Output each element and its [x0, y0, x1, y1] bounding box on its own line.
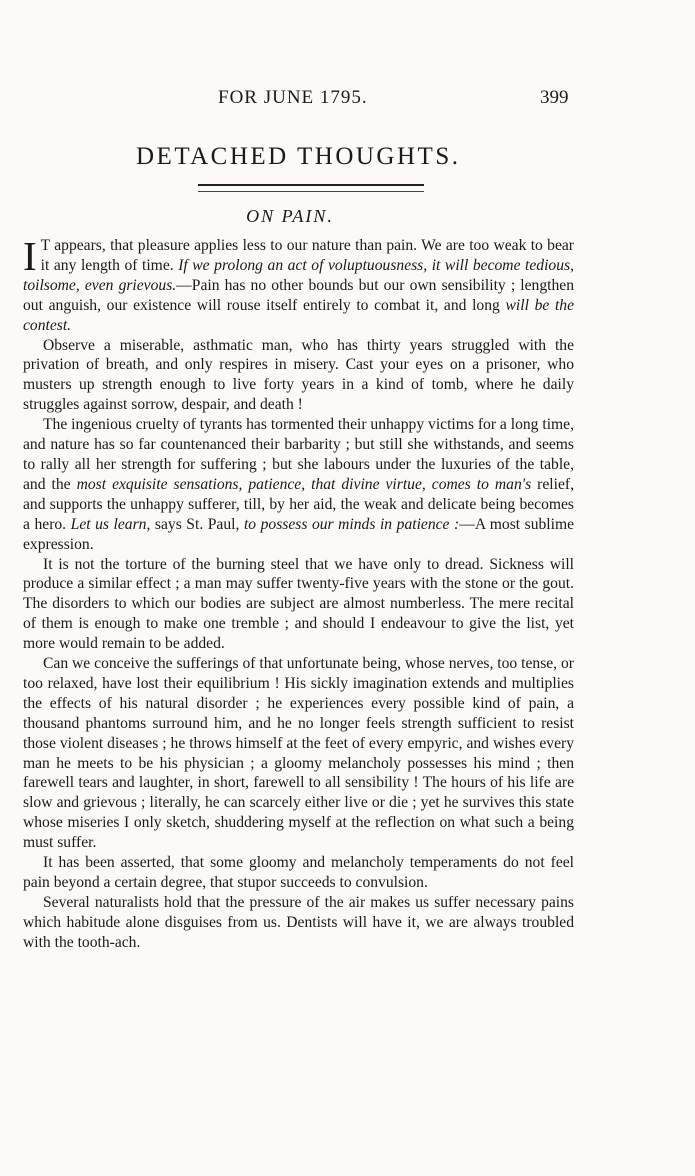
running-title: FOR JUNE 1795.: [218, 87, 368, 108]
paragraph-3-text-a: The ingenious cruelty of tyrants has tormented their unhappy victims for a long time, and nature has so far countenanced their barbarity ; but still she withstands, and seems to rally all her strength for suffering ; but she labours under the luxuries of the table, and the: [23, 416, 574, 493]
paragraph-3-italic-a: most exquisite sensations, patience, that divine virtue, comes to man's: [76, 475, 532, 493]
paragraph-3-text-c: says St. Paul,: [150, 515, 244, 533]
title-rule: [198, 184, 424, 192]
paragraph-1: [23, 233, 575, 336]
paragraph-7: Several naturalists hold that the pressure of the air makes us suffer necessary pains which habitude alone disguises from us. Dentists will have it, we are always troubled with the tooth-ach.: [23, 893, 574, 951]
paragraph-4: It is not the torture of the burning steel that we have only to dread. Sickness will produce a similar effect ; a man may suffer twenty-five years with the stone or the gout. The disorders to which our bodies are subject are almost numberless. The mere recital of them is enough to make one tremble ; and should I endeavour to give the list, yet more would remain to be added.: [23, 555, 574, 653]
drop-cap: I: [23, 233, 37, 279]
paragraph-1-italic: If we prolong an act of voluptuousness, it will become tedious, toilsome, even grievous.: [23, 256, 574, 294]
paragraph-3: [23, 415, 574, 554]
paragraph-3-italic-b: Let us learn,: [70, 515, 151, 533]
paragraph-1-text-a: T appears, that pleasure applies less to our nature than pain. We are too weak to bear it any length of time.: [40, 237, 574, 274]
paragraph-5: Can we conceive the sufferings of that unfortunate being, whose nerves, too tense, or too relaxed, have lost their equilibrium ! His sickly imagination extends and multiplies the effects of his natural disorder ; he experiences every possible kind of pain, a thousand phantoms surround him, and he no longer feels strength sufficient to resist those violent diseases ; he throws himself at the feet of every empyric, and wishes every man he meets to be his physician ; a gloomy melancholy possesses his mind ; then farewell tears and laughter, in short, farewell to all sensibility ! The hours of his life are slow and grievous ; literally, he can scarcely either live or die ; yet he survives this state whose miseries I only sketch, shuddering myself at the reflection on what such a being must suffer.: [23, 655, 574, 852]
article-body: [23, 233, 575, 953]
paragraph-3-italic-c: to possess our minds in patience :: [243, 515, 460, 533]
paragraph-1-italic-end: will be the contest.: [23, 296, 575, 334]
paragraph-2: Observe a miserable, asthmatic man, who has thirty years struggled with the privation of breath, and only respires in misery. Cast your eyes on a prisoner, who musters up strength enough to live forty years in a kind of tomb, where he daily struggles against sorrow, despair, and death !: [23, 336, 574, 414]
running-head: [0, 87, 695, 111]
section-heading: ON PAIN.: [246, 206, 334, 226]
paragraph-3-text-b: relief, and supports the unhappy sufferer, till, by her aid, the weak and delicate being becomes a hero.: [23, 475, 574, 533]
paragraph-6: It has been asserted, that some gloomy and melancholy temperaments do not feel pain beyond a certain degree, that stupor succeeds to convulsion.: [23, 854, 574, 891]
paragraph-1-text-b: —Pain has no other bounds but our own sensibility ; lengthen out anguish, our existence will rouse itself entirely to combat it, and long: [23, 276, 574, 314]
article-title: DETACHED THOUGHTS.: [136, 143, 461, 170]
page-number: 399: [540, 87, 569, 108]
paragraph-3-text-d: —A most sublime expression.: [23, 515, 575, 553]
